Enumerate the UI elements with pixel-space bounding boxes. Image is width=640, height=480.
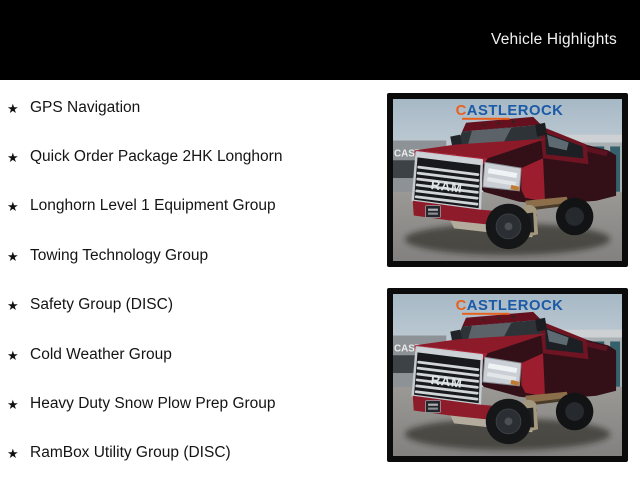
highlight-item xyxy=(7,379,379,428)
page-title: Vehicle Highlights xyxy=(491,31,617,48)
star-bullet-icon: ★ xyxy=(7,397,19,413)
highlight-label: Heavy Duty Snow Plow Prep Group xyxy=(30,395,276,413)
highlight-label: GPS Navigation xyxy=(30,98,141,116)
highlight-label: Longhorn Level 1 Equipment Group xyxy=(30,197,276,215)
highlight-label: Quick Order Package 2HK Longhorn xyxy=(30,148,283,166)
highlight-item xyxy=(7,182,379,231)
highlight-label: RamBox Utility Group (DISC) xyxy=(30,444,231,462)
star-bullet-icon: ★ xyxy=(7,248,19,264)
truck-photo-illustration xyxy=(393,99,622,261)
highlights-list xyxy=(7,83,379,478)
star-bullet-icon: ★ xyxy=(7,446,19,462)
highlight-item xyxy=(7,429,379,478)
header-bar xyxy=(0,0,640,80)
star-bullet-icon: ★ xyxy=(7,298,19,314)
highlight-label: Towing Technology Group xyxy=(30,246,209,264)
highlight-item xyxy=(7,231,379,280)
highlight-label: Cold Weather Group xyxy=(30,345,172,363)
star-bullet-icon: ★ xyxy=(7,199,19,215)
star-bullet-icon: ★ xyxy=(7,150,19,166)
vehicle-photo-bottom xyxy=(387,288,628,462)
highlight-item xyxy=(7,281,379,330)
star-bullet-icon: ★ xyxy=(7,100,19,116)
highlight-label: Safety Group (DISC) xyxy=(30,296,173,314)
star-bullet-icon: ★ xyxy=(7,347,19,363)
highlight-item xyxy=(7,83,379,132)
highlight-item xyxy=(7,330,379,379)
truck-photo-illustration xyxy=(393,294,622,456)
vehicle-photo-top xyxy=(387,93,628,267)
highlight-item xyxy=(7,132,379,181)
